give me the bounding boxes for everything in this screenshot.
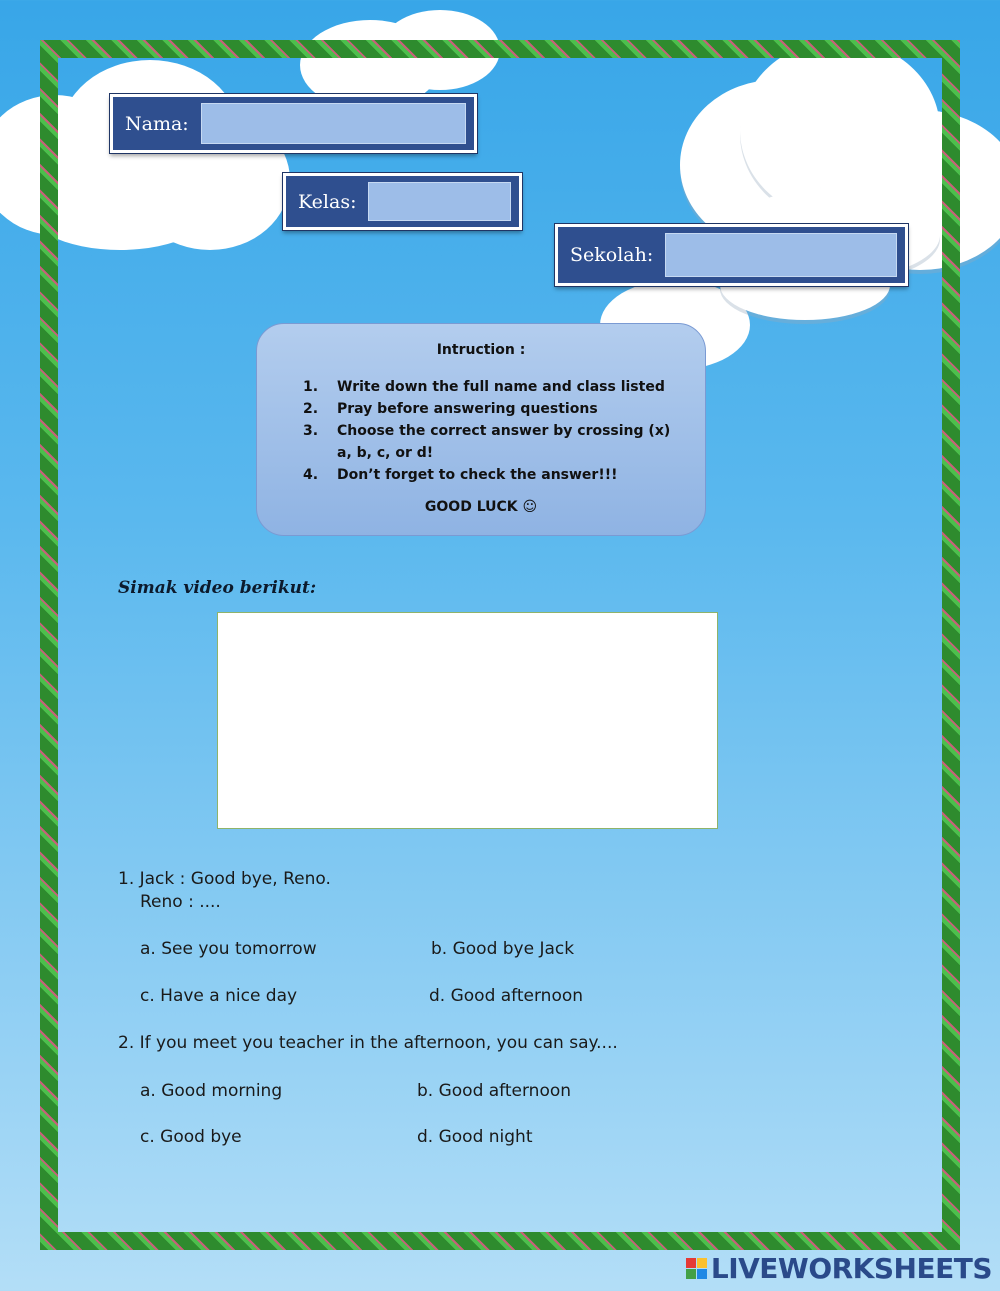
instruction-text: Don’t forget to check the answer!!! — [337, 467, 618, 483]
question-1-option-a[interactable]: a. See you tomorrow — [140, 939, 317, 959]
instruction-title: Intruction : — [436, 342, 526, 358]
question-1-option-b[interactable]: b. Good bye Jack — [431, 939, 575, 959]
question-1-option-c[interactable]: c. Have a nice day — [140, 986, 298, 1006]
question-1-option-d[interactable]: d. Good afternoon — [429, 986, 584, 1006]
instruction-number: 1. — [303, 379, 319, 395]
watermark-text: LIVEWORKSHEETS — [710, 1252, 992, 1285]
question-2-option-b[interactable]: b. Good afternoon — [417, 1081, 572, 1101]
instruction-footer: GOOD LUCK ☺ — [424, 499, 538, 515]
question-1-line-2: Reno : .... — [140, 892, 221, 912]
sekolah-label: Sekolah: — [570, 244, 654, 266]
instruction-text: Choose the correct answer by crossing (x) a, b, c, or d! — [337, 423, 671, 461]
question-2-option-d[interactable]: d. Good night — [417, 1127, 533, 1147]
instruction-text: Pray before answering questions — [337, 401, 598, 417]
question-2-line-1: 2. If you meet you teacher in the afternoon, you can say.... — [118, 1033, 618, 1053]
instruction-item — [303, 420, 687, 464]
question-1-line-1: 1. Jack : Good bye, Reno. — [118, 869, 331, 889]
instruction-item — [303, 464, 687, 486]
sekolah-input[interactable] — [665, 233, 897, 277]
instruction-item — [303, 398, 687, 420]
kelas-field-box — [283, 173, 522, 230]
video-label: Simak video berikut: — [118, 578, 317, 598]
instruction-item — [303, 376, 687, 398]
instruction-text: Write down the full name and class listed — [337, 379, 665, 395]
nama-input[interactable] — [201, 103, 466, 144]
nama-label: Nama: — [125, 112, 189, 135]
sekolah-field-box — [555, 224, 908, 286]
instruction-number: 3. — [303, 423, 319, 439]
instruction-number: 2. — [303, 401, 319, 417]
liveworksheets-logo-icon — [686, 1258, 707, 1279]
nama-field-box — [110, 94, 477, 153]
kelas-input[interactable] — [368, 182, 511, 221]
instruction-box — [256, 323, 706, 536]
kelas-label: Kelas: — [298, 190, 357, 213]
question-2-option-c[interactable]: c. Good bye — [140, 1127, 242, 1147]
liveworksheets-watermark[interactable] — [686, 1252, 992, 1285]
video-embed[interactable] — [217, 612, 718, 829]
instruction-number: 4. — [303, 467, 319, 483]
instruction-list — [303, 376, 687, 486]
question-2-option-a[interactable]: a. Good morning — [140, 1081, 283, 1101]
